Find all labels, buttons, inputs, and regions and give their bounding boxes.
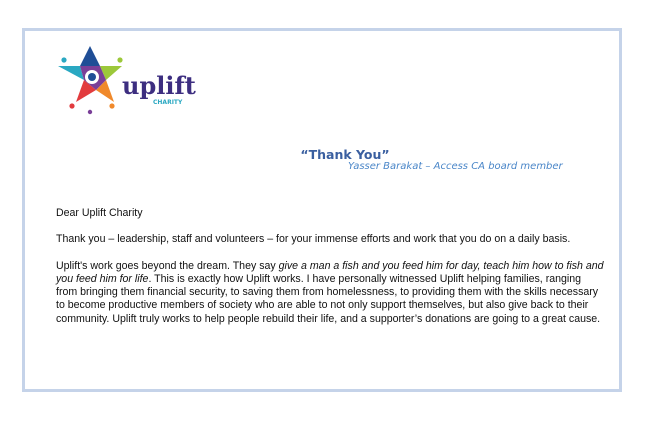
uplift-charity-logo — [56, 44, 206, 116]
star-logo-icon — [58, 46, 123, 114]
letter-body — [56, 207, 604, 326]
paragraph-text: Uplift's work goes beyond the dream. They say — [56, 260, 279, 273]
letter-heading: “Thank You” — [300, 147, 390, 162]
logo-subtitle: CHARITY — [153, 99, 183, 106]
paragraph-proverb: give a man a fish and you feed him for day, teach him how to fish and you feed him for life — [56, 260, 604, 286]
letter-byline: Yasser Barakat – Access CA board member — [348, 161, 563, 172]
paragraph-thanks: Thank you – leadership, staff and volunteers – for your immense efforts and work that you do on a daily basis. — [56, 233, 571, 246]
salutation: Dear Uplift Charity — [56, 207, 143, 219]
logo-wordmark: uplift — [122, 71, 196, 100]
paragraph-testimonial — [56, 260, 604, 325]
paragraph-text: . This is exactly how Uplift works. I have personally witnessed Uplift helping families, ranging from bringing them financial security, to saving them from homelessness, to providing them with the skills necessary to become productive members of society who are able to not only support themselves, but also give back to their community. Uplift truly works to help people rebuild their life, and a supporter’s donations are going to a great cause. — [56, 273, 601, 325]
